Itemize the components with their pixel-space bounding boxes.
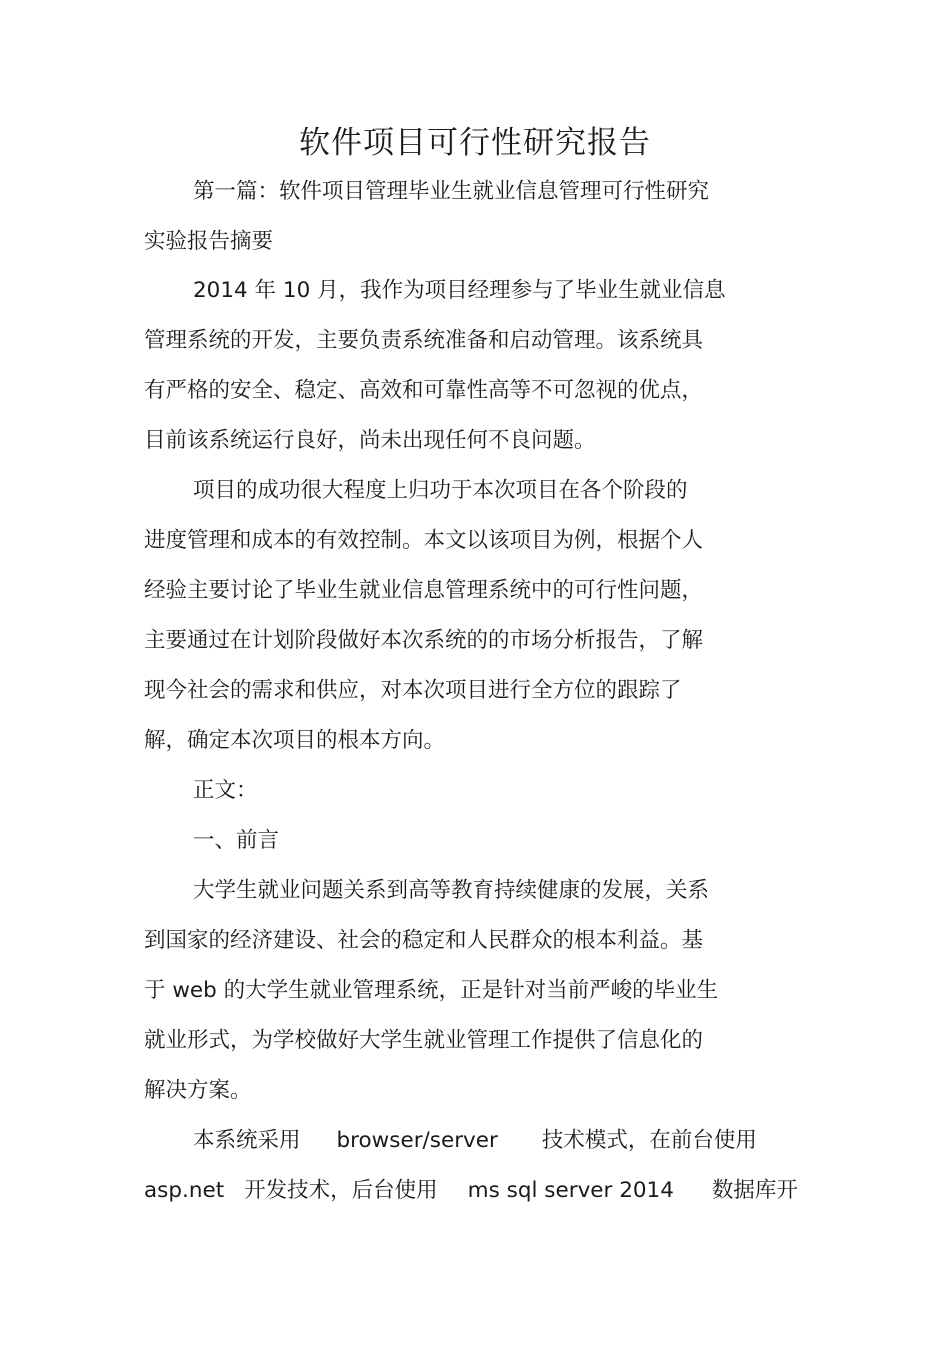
paragraph-line: 进度管理和成本的有效控制。本文以该项目为例，根据个人: [144, 528, 704, 553]
paragraph-line: 管理系统的开发，主要负责系统准备和启动管理。该系统具: [144, 328, 704, 353]
paragraph-line: 解，确定本次项目的根本方向。: [144, 728, 446, 753]
line-segment: 本系统采用: [193, 1128, 301, 1153]
paragraph-line: 主要通过在计划阶段做好本次系统的的市场分析报告，了解: [144, 628, 704, 653]
paragraph-line: [193, 1126, 757, 1156]
line-segment: ms sql server 2014: [467, 1178, 674, 1203]
document-title: 软件项目可行性研究报告: [299, 125, 651, 161]
paragraph-line: 于 web 的大学生就业管理系统，正是针对当前严峻的毕业生: [144, 978, 719, 1003]
paragraph-line: 实验报告摘要: [144, 229, 274, 254]
paragraph-line: 经验主要讨论了毕业生就业信息管理系统中的可行性问题，: [144, 578, 704, 603]
paragraph-line: 大学生就业问题关系到高等教育持续健康的发展，关系: [193, 878, 710, 903]
line-segment: asp.net: [144, 1178, 225, 1203]
paragraph-line: 目前该系统运行良好，尚未出现任何不良问题。: [144, 428, 596, 453]
line-segment: 开发技术，后台使用: [244, 1178, 438, 1203]
paragraph-line: [144, 1176, 798, 1206]
section-heading: 一、前言: [193, 828, 280, 853]
line-segment: 技术模式，在前台使用: [541, 1128, 757, 1153]
paragraph-line: 第一篇：软件项目管理毕业生就业信息管理可行性研究: [193, 179, 710, 204]
section-label: 正文：: [193, 778, 258, 803]
paragraph-line: 现今社会的需求和供应，对本次项目进行全方位的跟踪了: [144, 678, 682, 703]
paragraph-line: 就业形式，为学校做好大学生就业管理工作提供了信息化的: [144, 1028, 704, 1053]
paragraph-line: 到国家的经济建设、社会的稳定和人民群众的根本利益。基: [144, 928, 704, 953]
paragraph-line: 有严格的安全、稳定、高效和可靠性高等不可忽视的优点，: [144, 378, 704, 403]
line-segment: browser/server: [336, 1128, 498, 1153]
paragraph-line: 2014 年 10 月，我作为项目经理参与了毕业生就业信息: [193, 278, 726, 303]
paragraph-line: 项目的成功很大程度上归功于本次项目在各个阶段的: [193, 478, 688, 503]
line-segment: 数据库开: [711, 1178, 798, 1203]
paragraph-line: 解决方案。: [144, 1078, 252, 1103]
